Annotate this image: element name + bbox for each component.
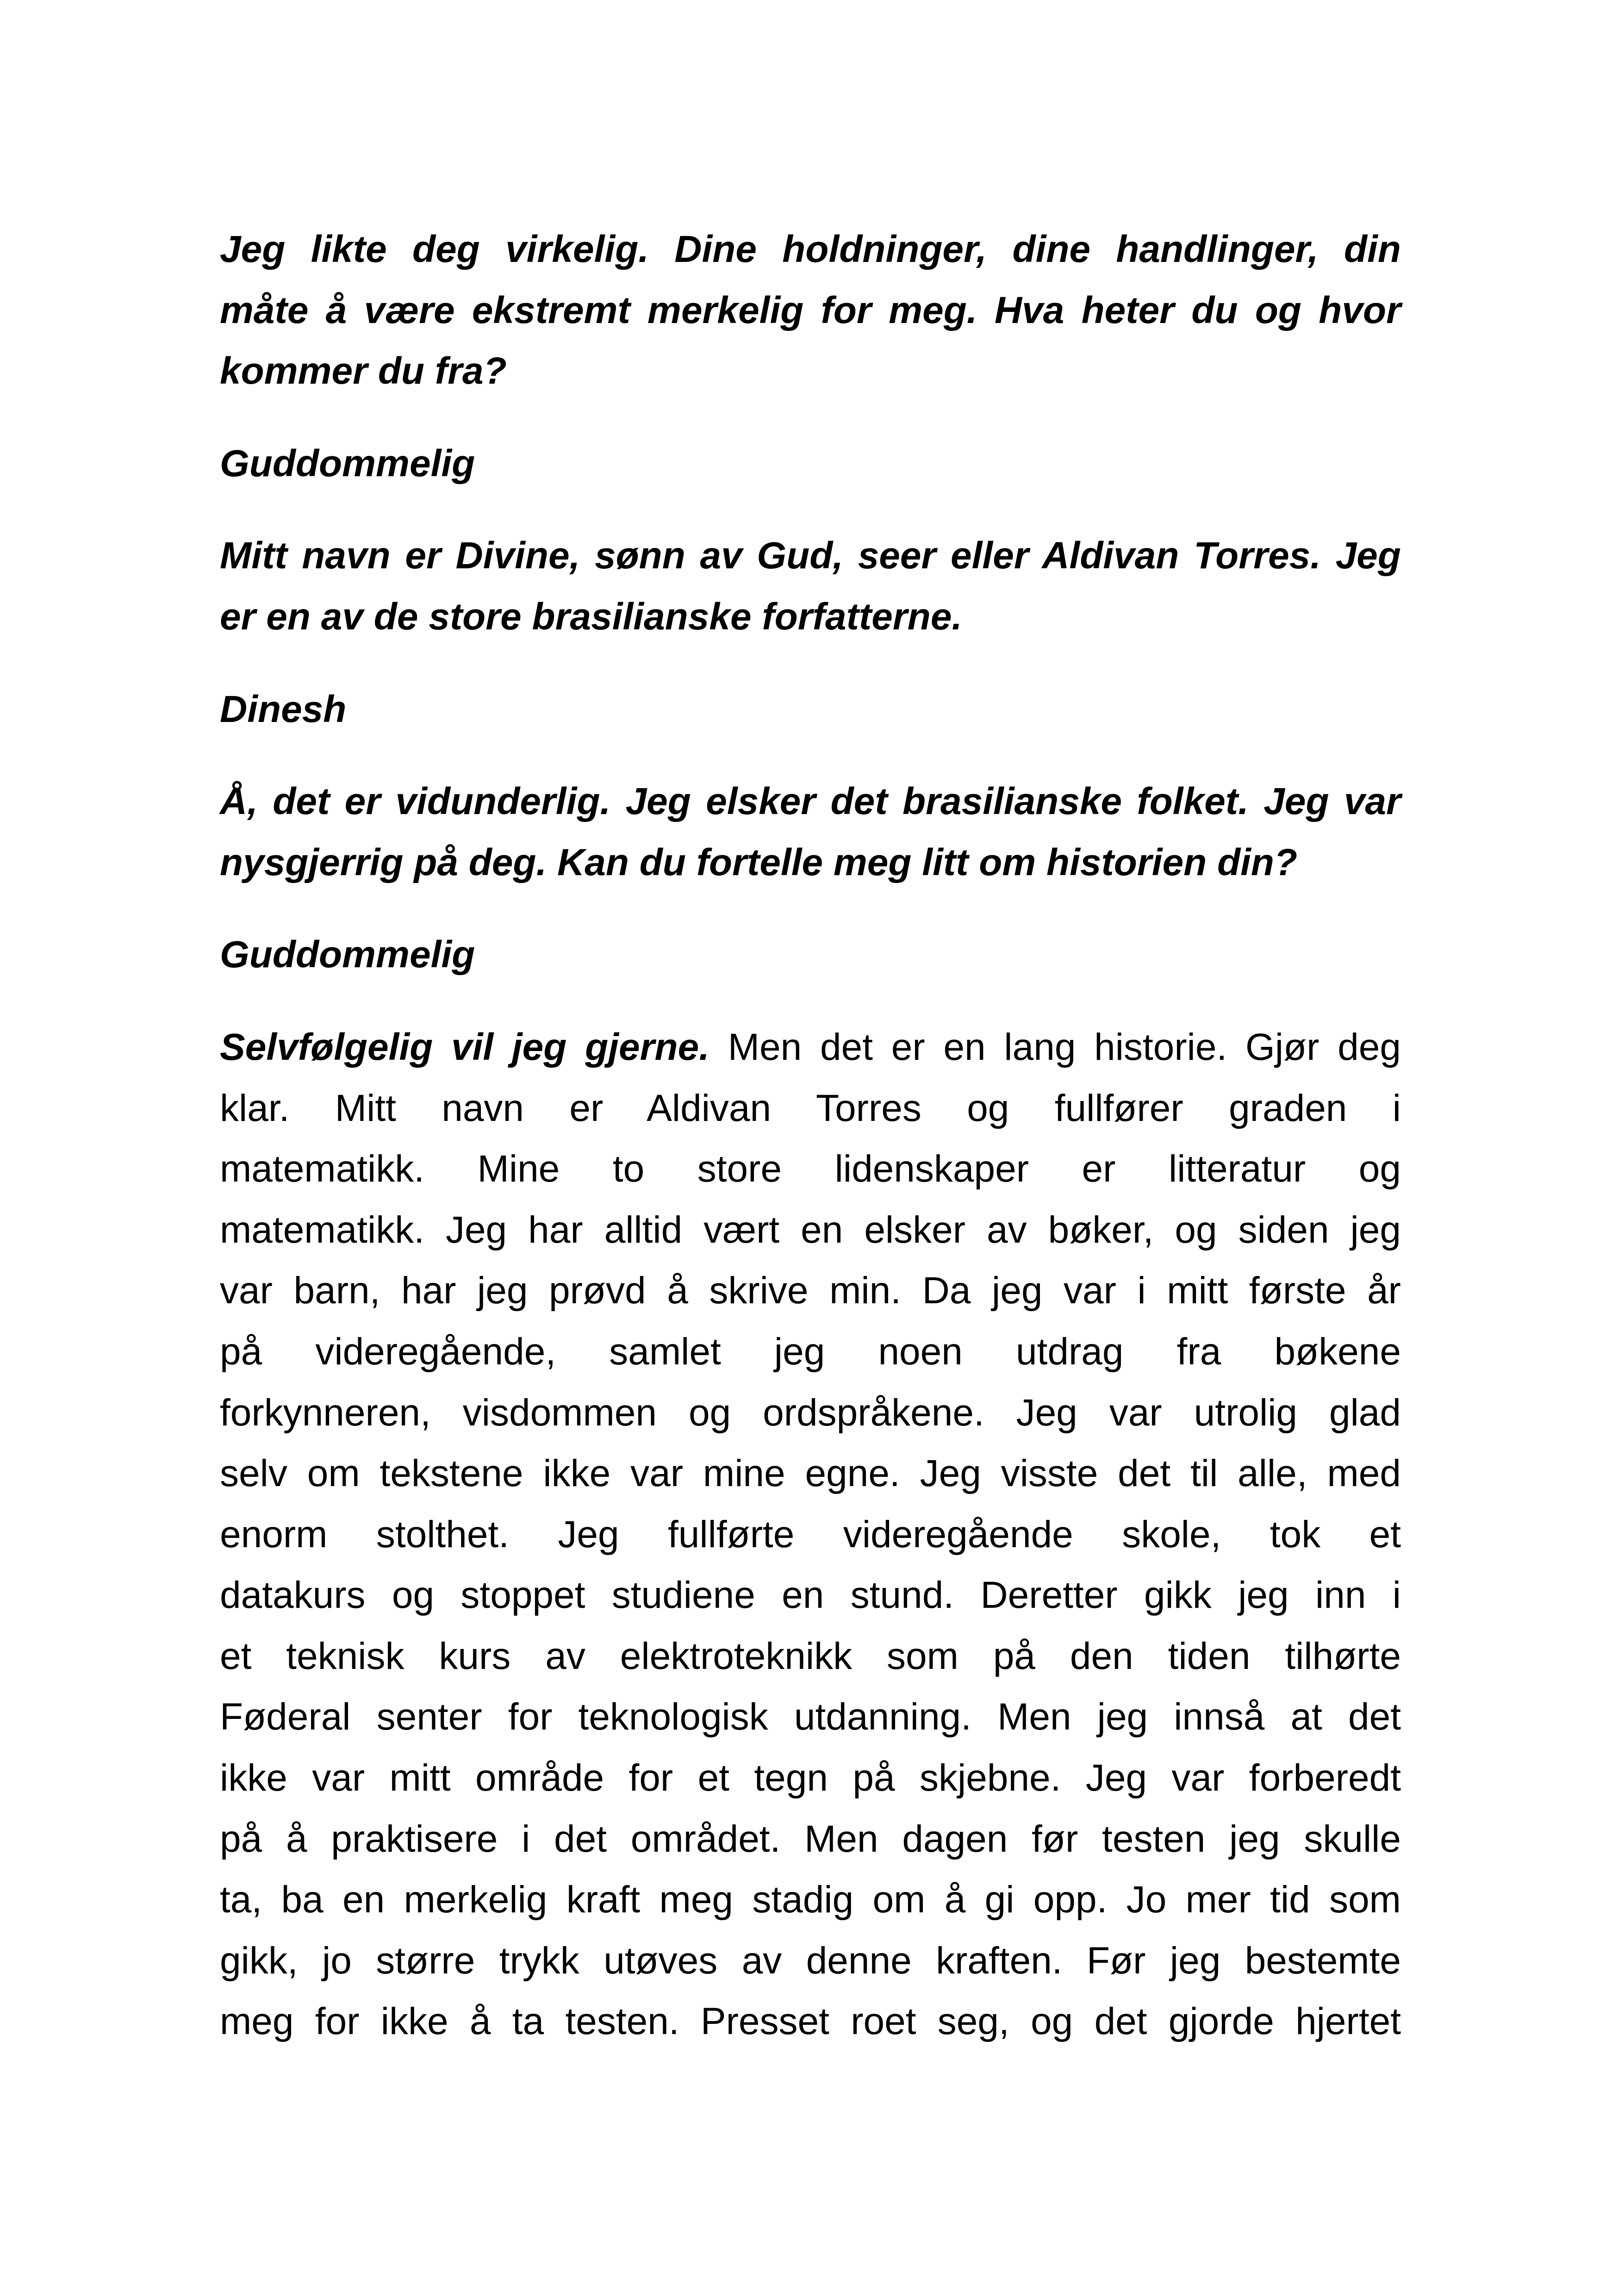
text-line: meg for ikke å ta testen. Presset roet seg, og det gjorde hjertet bbox=[220, 2000, 1401, 2043]
text-line: forkynneren, visdommen og ordspråkene. Jeg var utrolig glad bbox=[220, 1391, 1401, 1434]
text-line: ikke var mitt område for et tegn på skjebne. Jeg var forberedt bbox=[220, 1757, 1401, 1799]
text-line: gikk, jo større trykk utøves av denne kraften. Før jeg bestemte bbox=[220, 1939, 1401, 1982]
body-text bbox=[220, 219, 1401, 2084]
text-line: nysgjerrig på deg. Kan du fortelle meg litt om historien din? bbox=[220, 841, 1298, 884]
text-line: et teknisk kurs av elektroteknikk som på den tiden tilhørte bbox=[220, 1635, 1401, 1677]
text-line: Jeg likte deg virkelig. Dine holdninger, dine handlinger, din bbox=[220, 228, 1401, 270]
text-line: Å, det er vidunderlig. Jeg elsker det brasilianske folket. Jeg var bbox=[220, 780, 1401, 823]
text-line: ta, ba en merkelig kraft meg stadig om å gi opp. Jo mer tid som bbox=[220, 1879, 1401, 1921]
speech-paragraph bbox=[220, 771, 1401, 893]
text-line: Føderal senter for teknologisk utdanning. Men jeg innså at det bbox=[220, 1696, 1401, 1738]
text-line: datakurs og stoppet studiene en stund. Deretter gikk jeg inn i bbox=[220, 1574, 1401, 1617]
text-line: enorm stolthet. Jeg fullførte videregående skole, tok et bbox=[220, 1513, 1401, 1556]
text-line: er en av de store brasilianske forfatterne. bbox=[220, 595, 963, 638]
lead-in-text: Selvfølgelig vil jeg gjerne. bbox=[220, 1026, 709, 1068]
speaker-name-text: Guddommelig bbox=[220, 442, 475, 485]
speech-paragraph bbox=[220, 1017, 1401, 2052]
text-line: måte å være ekstremt merkelig for meg. Hva heter du og hvor bbox=[220, 289, 1401, 331]
text-line bbox=[220, 1017, 1401, 1078]
speech-paragraph bbox=[220, 525, 1401, 647]
speaker-name-text: Guddommelig bbox=[220, 933, 475, 976]
text-line: selv om tekstene ikke var mine egne. Jeg visste det til alle, med bbox=[220, 1452, 1401, 1495]
text-line: Mitt navn er Divine, sønn av Gud, seer eller Aldivan Torres. Jeg bbox=[220, 535, 1401, 577]
speaker-name-text: Dinesh bbox=[220, 688, 347, 730]
speaker-name bbox=[220, 924, 1401, 985]
speaker-name bbox=[220, 679, 1401, 740]
speech-paragraph bbox=[220, 219, 1401, 402]
text-line: kommer du fra? bbox=[220, 350, 507, 392]
speaker-name bbox=[220, 433, 1401, 494]
text-line: var barn, har jeg prøvd å skrive min. Da jeg var i mitt første år bbox=[220, 1269, 1401, 1312]
line-text: Men det er en lang historie. Gjør deg bbox=[728, 1026, 1401, 1068]
text-line: matematikk. Jeg har alltid vært en elsker av bøker, og siden jeg bbox=[220, 1208, 1401, 1251]
text-line: klar. Mitt navn er Aldivan Torres og fullfører graden i bbox=[220, 1087, 1401, 1129]
text-line: matematikk. Mine to store lidenskaper er litteratur og bbox=[220, 1148, 1401, 1190]
text-line: på å praktisere i det området. Men dagen før testen jeg skulle bbox=[220, 1817, 1401, 1860]
text-line: på videregående, samlet jeg noen utdrag fra bøkene bbox=[220, 1330, 1401, 1373]
